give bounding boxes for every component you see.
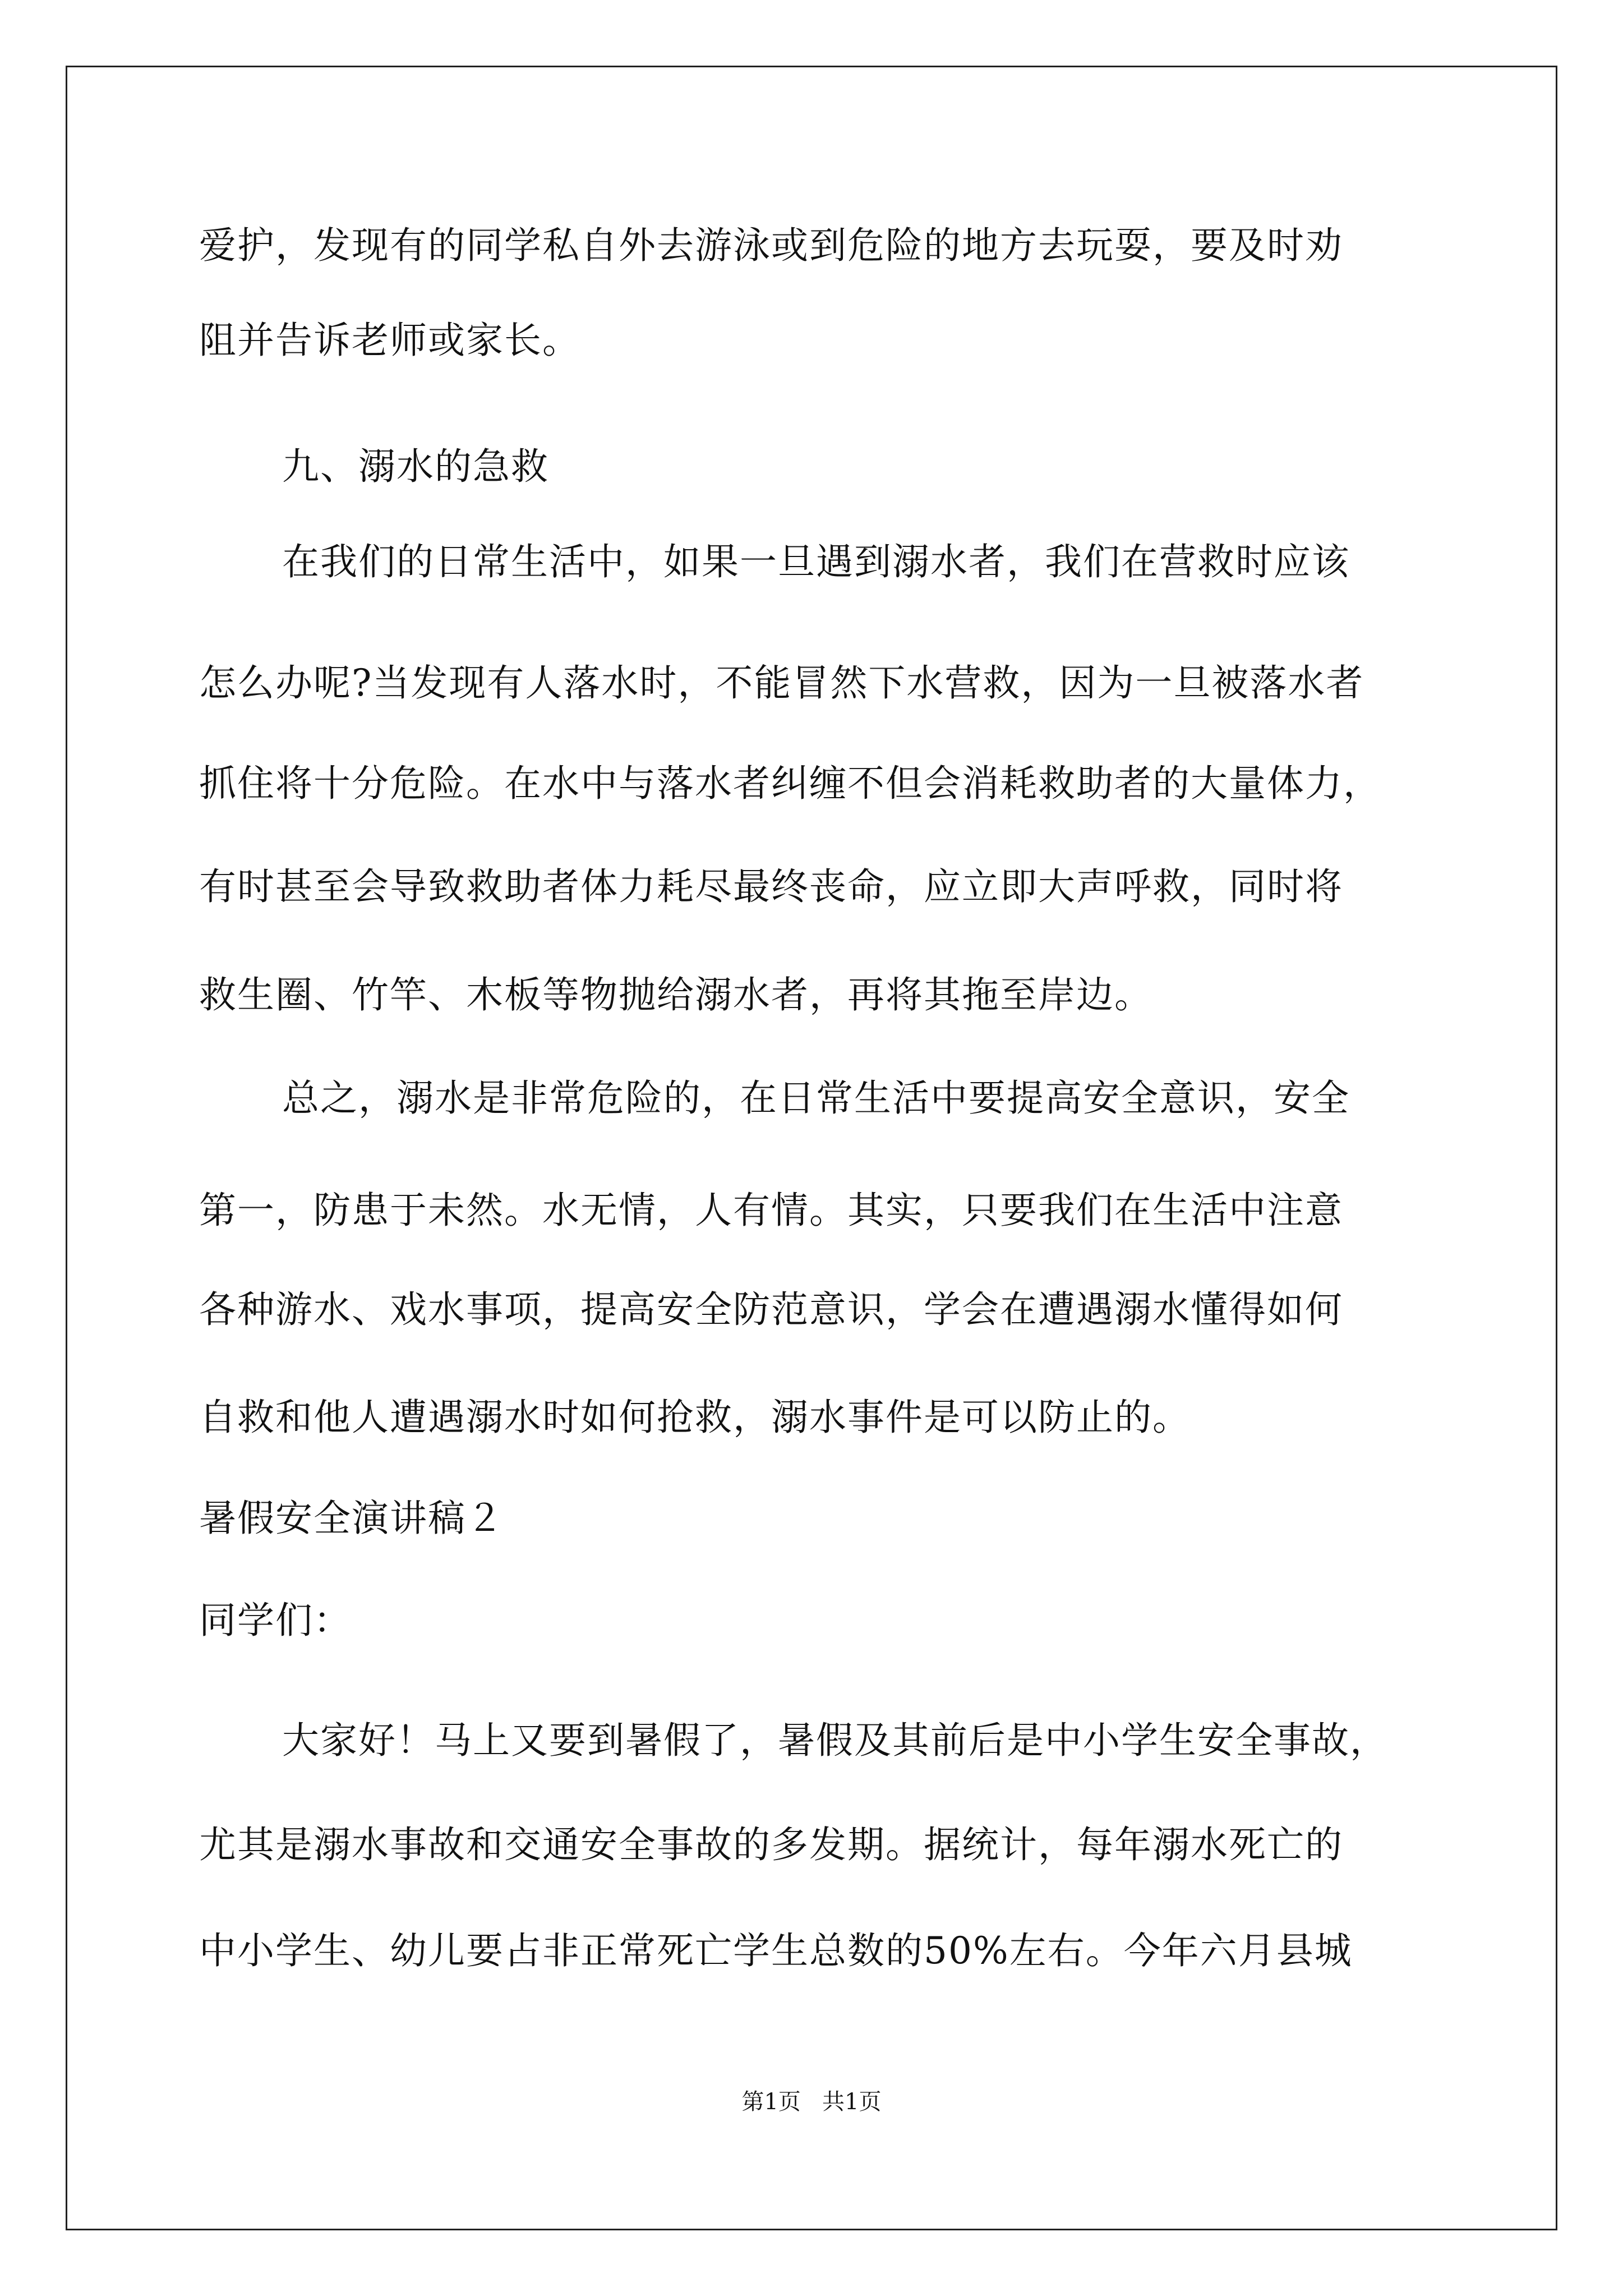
- text-line-5: 怎么办呢?当发现有人落水时，不能冒然下水营救，因为一旦被落水者: [199, 661, 1364, 705]
- text-line-17: 中小学生、幼儿要占非正常死亡学生总数的50%左右。今年六月县城: [199, 1929, 1353, 1972]
- salutation: 同学们：: [199, 1599, 352, 1642]
- text-line-16: 尤其是溺水事故和交通安全事故的多发期。据统计，每年溺水死亡的: [199, 1823, 1343, 1866]
- text-line-8: 救生圈、竹竿、木板等物抛给溺水者，再将其拖至岸边。: [199, 973, 1152, 1016]
- section-heading-rescue: 九、溺水的急救: [282, 445, 549, 488]
- text-line-6: 抓住将十分危险。在水中与落水者纠缠不但会消耗救助者的大量体力，: [199, 762, 1381, 805]
- text-line-11: 各种游水、戏水事项，提高安全防范意识，学会在遭遇溺水懂得如何: [199, 1288, 1343, 1331]
- text-line-12: 自救和他人遭遇溺水时如何抢救，溺水事件是可以防止的。: [199, 1396, 1191, 1439]
- text-line-7: 有时甚至会导致救助者体力耗尽最终丧命，应立即大声呼救，同时将: [199, 865, 1343, 908]
- text-line-10: 第一，防患于未然。水无情，人有情。其实，只要我们在生活中注意: [199, 1189, 1343, 1232]
- page-number-footer: 第1页 共1页: [741, 2089, 882, 2115]
- page-border: [66, 66, 1557, 2230]
- document-heading: 暑假安全演讲稿２: [199, 1497, 504, 1540]
- text-line-9: 总之，溺水是非常危险的，在日常生活中要提高安全意识，安全: [282, 1076, 1350, 1120]
- text-line-2: 阻并告诉老师或家长。: [199, 319, 580, 362]
- text-line-15: 大家好！马上又要到暑假了，暑假及其前后是中小学生安全事故，: [282, 1719, 1388, 1762]
- text-line-1: 爱护，发现有的同学私自外去游泳或到危险的地方去玩耍，要及时劝: [199, 224, 1343, 267]
- text-line-4: 在我们的日常生活中，如果一旦遇到溺水者，我们在营救时应该: [282, 540, 1350, 583]
